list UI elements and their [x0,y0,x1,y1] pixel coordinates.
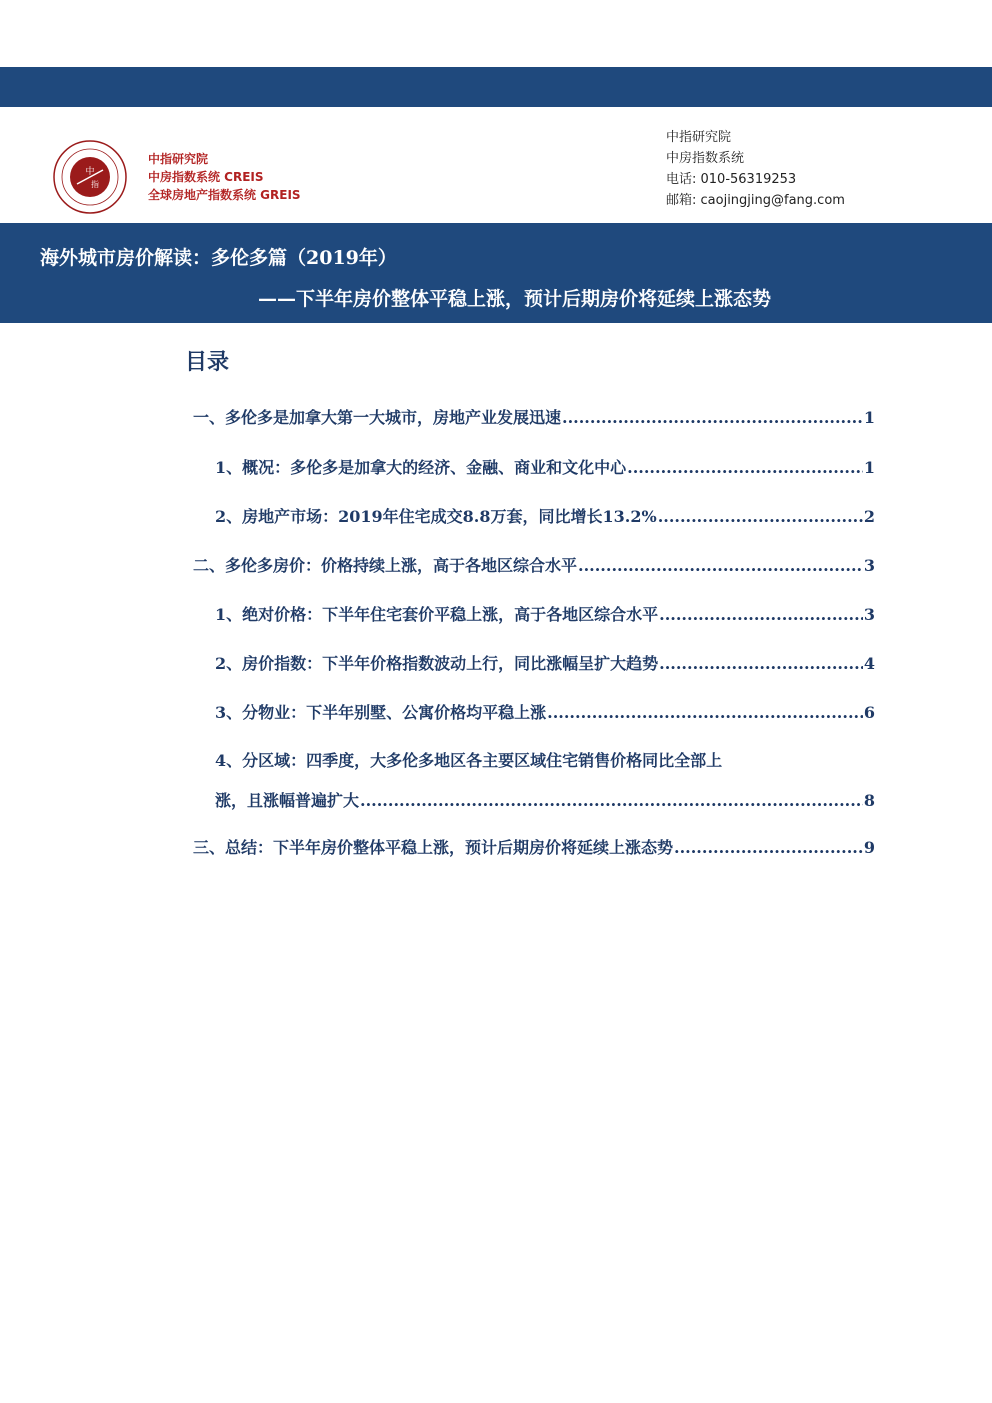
toc-entry-first-line[interactable]: 4、分区域：四季度，大多伦多地区各主要区域住宅销售价格同比全部上 [215,751,723,770]
toc-entry[interactable] [193,553,875,576]
toc-leader-dots [562,408,863,427]
toc-entry[interactable] [215,455,875,478]
report-subtitle: ——下半年房价整体平稳上涨，预计后期房价将延续上涨态势 [258,288,772,310]
toc-entry-page: 6 [863,703,875,722]
toc-entry-label: 1、绝对价格：下半年住宅套价平稳上涨，高于各地区综合水平 [215,605,659,624]
brand-line-1: 中指研究院 [148,152,209,166]
toc-entry-label: 一、多伦多是加拿大第一大城市，房地产业发展迅速 [193,408,562,427]
toc-entry-page: 3 [863,605,875,624]
contact-system: 中房指数系统 [666,151,745,166]
contact-org: 中指研究院 [666,130,732,145]
brand-line-3: 全球房地产指数系统 GREIS [148,188,301,202]
toc-leader-dots [674,838,863,857]
svg-text:指: 指 [91,180,99,189]
toc-entry-label: 2、房地产市场：2019年住宅成交8.8万套，同比增长13.2% [215,507,657,526]
china-index-academy-logo [53,140,127,214]
toc-heading: 目录 [185,349,230,375]
toc-entry-label: 3、分物业：下半年别墅、公寓价格均平稳上涨 [215,703,547,722]
toc-entry-label: 2、房价指数：下半年价格指数波动上行，同比涨幅呈扩大趋势 [215,654,659,673]
brand-line-2: 中房指数系统 CREIS [148,170,264,184]
toc-leader-dots [658,507,863,526]
toc-leader-dots [547,703,863,722]
brand-block [148,150,301,204]
toc-entry-page: 3 [863,556,875,575]
toc-entry-label: 二、多伦多房价：价格持续上涨，高于各地区综合水平 [193,556,578,575]
toc-entry[interactable] [215,700,875,723]
toc-entry-label: 涨，且涨幅普遍扩大 [215,791,360,810]
contact-email: 邮箱: caojingjing@fang.com [666,193,845,208]
toc-entry-page: 2 [863,507,875,526]
top-color-bar [0,67,992,107]
toc-leader-dots [659,605,863,624]
svg-text:中: 中 [85,167,95,177]
toc-entry-page: 1 [863,458,875,477]
contact-block [666,127,845,211]
toc-leader-dots [659,654,863,673]
toc-leader-dots [360,791,863,810]
toc-entry-page: 4 [863,654,875,673]
toc-entry[interactable] [215,602,875,625]
toc-entry-page: 1 [863,408,875,427]
toc-entry[interactable] [215,788,875,811]
toc-entry-page: 9 [863,838,875,857]
toc-entry[interactable] [215,504,875,527]
toc-leader-dots [627,458,863,477]
report-title: 海外城市房价解读：多伦多篇（2019年） [40,247,397,269]
toc-entry[interactable] [193,835,875,858]
toc-entry-label: 三、总结：下半年房价整体平稳上涨，预计后期房价将延续上涨态势 [193,838,674,857]
title-band [0,223,992,323]
toc-entry-page: 8 [863,791,875,810]
toc-entry[interactable] [215,651,875,674]
contact-phone: 电话: 010-56319253 [666,172,797,187]
toc-entry[interactable] [193,405,875,428]
toc-leader-dots [578,556,863,575]
toc-entry-label: 1、概况：多伦多是加拿大的经济、金融、商业和文化中心 [215,458,627,477]
